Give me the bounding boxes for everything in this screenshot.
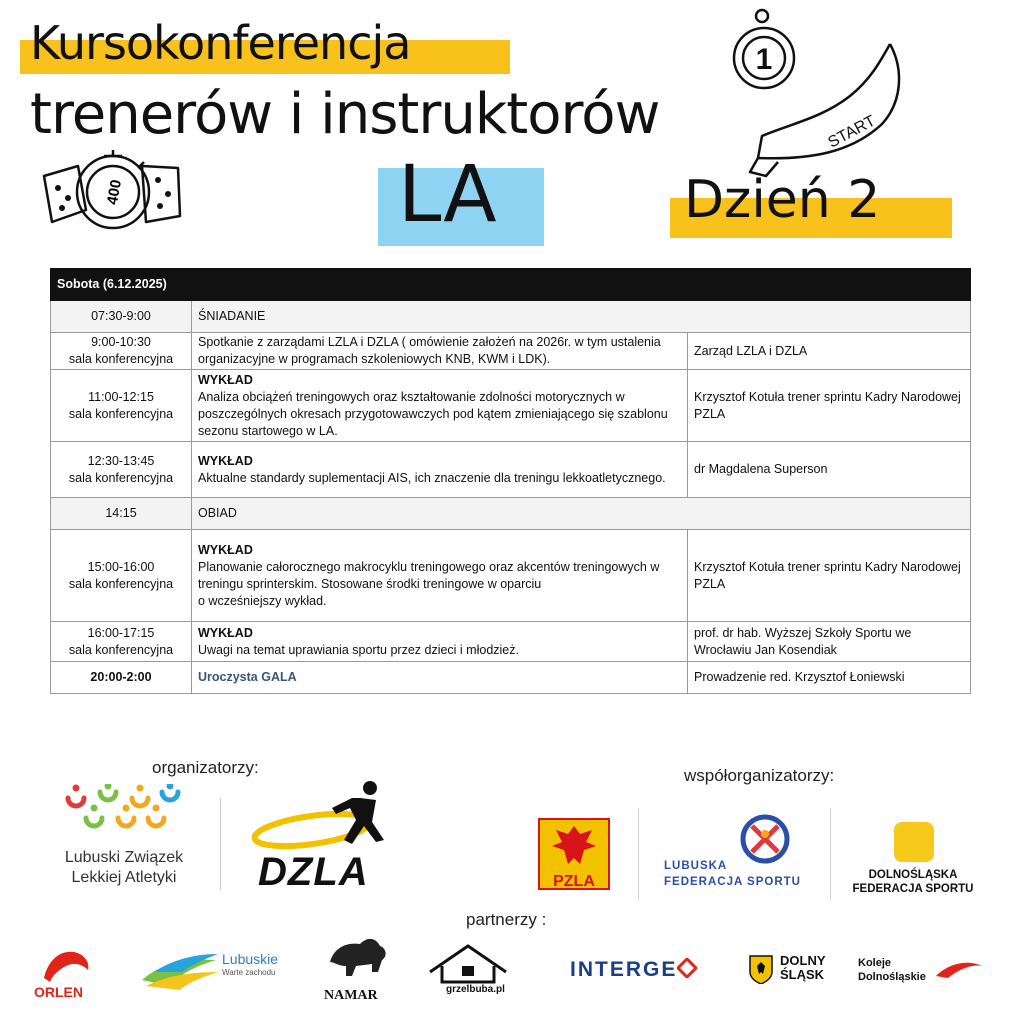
row-time-cell (51, 442, 192, 498)
dfs-name (842, 868, 984, 896)
pzla-name: PZLA (553, 873, 595, 890)
row-place: sala konferencyjna (68, 642, 174, 657)
row-description-cell (192, 622, 688, 662)
row-time-cell (51, 530, 192, 622)
start-label: START (825, 112, 879, 152)
day-title: Dzień 2 (684, 170, 881, 230)
row-time: 15:00-16:00 (87, 559, 155, 574)
intergeo-text: INTERGE (570, 958, 678, 981)
row-time: 20:00-2:00 (51, 662, 192, 694)
row-description-cell (192, 442, 688, 498)
table-row (51, 301, 971, 333)
row-description: Spotkanie z zarządami LZLA i DZLA ( omówienie założeń na 2026r. w tym ustalenia organizacyjne w programach szkoleniowych KNB, KWM i LDK). (192, 333, 688, 370)
coorganizers-divider-1 (638, 808, 639, 900)
row-time: 9:00-10:30 (91, 335, 151, 349)
row-time: 12:30-13:45 (87, 453, 155, 468)
row-title: WYKŁAD (198, 453, 253, 468)
row-title: WYKŁAD (198, 372, 253, 387)
organizers-divider (220, 798, 221, 890)
row-title: WYKŁAD (198, 542, 253, 557)
dzla-name: DZLA (258, 850, 369, 894)
eagle-icon (540, 820, 608, 870)
grzelbuba-logo-icon (428, 940, 520, 984)
lubuskie-name (222, 952, 278, 980)
coorganizers-divider-2 (830, 808, 831, 900)
grzelbuba-name: grzelbuba.pl (446, 984, 505, 995)
row-time: 11:00-12:15 (88, 389, 154, 404)
medal-number: 1 (755, 43, 773, 76)
lfs-name-line1: LUBUSKA (664, 860, 728, 872)
start-sash-icon (742, 40, 914, 180)
row-speaker: Krzysztof Kotuła trener sprintu Kadry Narodowej PZLA (688, 530, 971, 622)
row-place: sala konferencyjna (68, 352, 174, 366)
organizers-label-text: organizatorzy: (152, 758, 259, 777)
lubuskie-name-title: Lubuskie (222, 951, 279, 967)
row-speaker: Krzysztof Kotuła trener sprintu Kadry Narodowej PZLA (688, 370, 971, 442)
koleje-name (858, 956, 926, 984)
dzla-logo-icon (252, 778, 402, 860)
pzla-logo (538, 818, 610, 890)
lzla-name (62, 848, 186, 888)
lzla-name-line1: Lubuski Związek (64, 849, 184, 866)
table-row (51, 370, 971, 442)
row-speaker: Zarząd LZLA i DZLA (688, 333, 971, 370)
row-description-line: Planowanie całorocznego makrocyklu treningowego oraz akcentów treningowych w treningu sprinterskim. Stosowane środki treningowe w oparciu (198, 559, 660, 591)
lubuskie-logo-icon (140, 950, 220, 990)
lfs-logo-icon (736, 814, 794, 864)
row-time-cell (51, 370, 192, 442)
row-description-line: o wcześniejszy wykład. (198, 593, 327, 608)
namar-name: NAMAR (324, 988, 378, 1003)
table-row (51, 530, 971, 622)
koleje-line1: Koleje (858, 957, 892, 969)
schedule-date: Sobota (6.12.2025) (51, 269, 971, 301)
row-place: sala konferencyjna (68, 576, 174, 591)
partners-label-text: partnerzy : (466, 910, 547, 929)
dfs-logo-icon (894, 822, 934, 862)
table-row (51, 662, 971, 694)
row-time: 16:00-17:15 (87, 625, 155, 640)
row-description: Analiza obciążeń treningowych oraz kształtowanie zdolności motorycznych w poszczególnych okresach przygotowawczych pod kątem zmieniającego się szablonu sezonu startowego w LA. (198, 389, 668, 438)
intergeo-diamond-icon (677, 958, 697, 978)
table-row (51, 498, 971, 530)
organizers-label (152, 758, 259, 778)
row-description: Uroczysta GALA (192, 662, 688, 694)
schedule-table (50, 268, 971, 694)
lfs-name-line2: FEDERACJA SPORTU (664, 876, 801, 888)
row-title: WYKŁAD (198, 625, 253, 640)
coorganizers-label (684, 766, 834, 786)
lfs-name (664, 858, 801, 890)
title-line-2: trenerów i instruktorów (30, 82, 660, 147)
row-place: sala konferencyjna (68, 470, 174, 485)
watch-icon (38, 138, 188, 246)
row-speaker: prof. dr hab. Wyższej Szkoły Sportu we Wrocławiu Jan Kosendiak (688, 622, 971, 662)
lzla-logo-icon (62, 784, 188, 836)
watch-text: 400 (103, 178, 126, 207)
namar-logo-icon (326, 932, 390, 988)
dolny-slask-line1: DOLNY (780, 953, 826, 968)
row-description-cell (192, 370, 688, 442)
row-speaker: dr Magdalena Superson (688, 442, 971, 498)
row-speaker: Prowadzenie red. Krzysztof Łoniewski (688, 662, 971, 694)
schedule-header-row (51, 269, 971, 301)
dolny-slask-line2: ŚLĄSK (780, 967, 825, 982)
table-row (51, 622, 971, 662)
title-line-1: Kursokonferencja (30, 16, 411, 70)
row-time: 14:15 (51, 498, 192, 530)
table-row (51, 442, 971, 498)
dfs-name-line2: FEDERACJA SPORTU (852, 883, 974, 895)
row-description: Uwagi na temat uprawiania sportu przez dzieci i młodzież. (198, 642, 519, 657)
intergeo-name (570, 958, 697, 982)
row-description: OBIAD (192, 498, 971, 530)
orlen-logo-icon (38, 946, 94, 982)
row-description: Aktualne standardy suplementacji AIS, ich znaczenie dla treningu lekkoatletycznego. (198, 470, 666, 485)
row-description-cell (192, 530, 688, 622)
row-time-cell (51, 333, 192, 370)
row-time-cell (51, 622, 192, 662)
row-time: 07:30-9:00 (51, 301, 192, 333)
coorganizers-label-text: współorganizatorzy: (684, 766, 835, 785)
partners-label (466, 910, 546, 930)
koleje-swoosh-icon (934, 956, 984, 982)
discipline-title: LA (398, 150, 497, 240)
dolny-slask-name (780, 954, 826, 982)
table-row (51, 333, 971, 370)
row-place: sala konferencyjna (68, 406, 174, 421)
koleje-line2: Dolnośląskie (858, 971, 926, 983)
dfs-name-line1: DOLNOŚLĄSKA (868, 869, 958, 881)
orlen-name: ORLEN (34, 984, 83, 1000)
lzla-name-line2: Lekkiej Atletyki (71, 869, 177, 886)
dolny-slask-crest-icon (748, 954, 774, 984)
lubuskie-name-sub: Warte zachodu (222, 968, 276, 977)
row-description: ŚNIADANIE (192, 301, 971, 333)
